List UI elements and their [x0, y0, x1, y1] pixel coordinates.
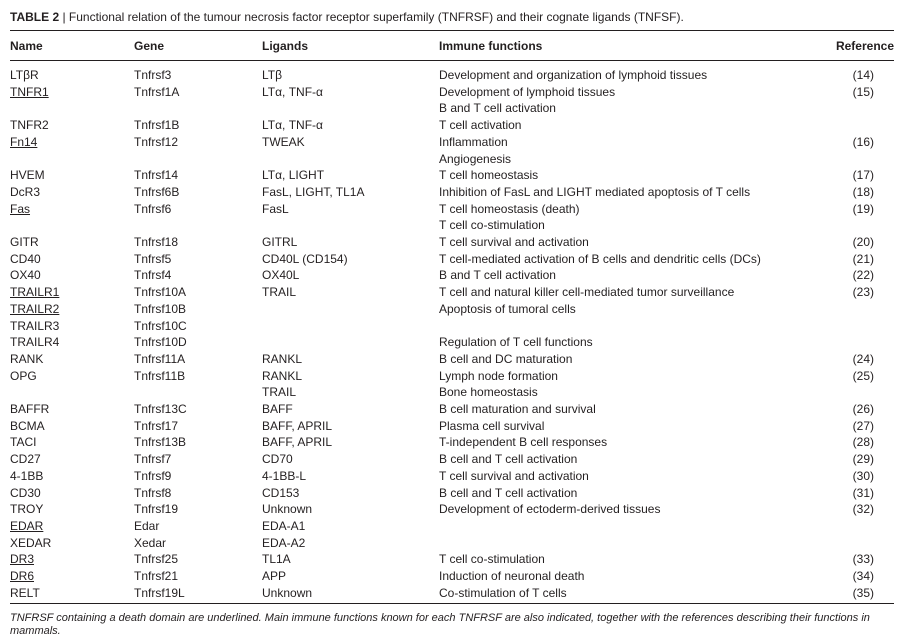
table-row	[0, 284, 900, 301]
cell-reference: (18)	[852, 184, 874, 199]
cell-reference: (22)	[852, 268, 874, 283]
cell-gene: Tnfrsf11A	[134, 351, 186, 366]
cell-gene: Tnfrsf19L	[134, 585, 185, 600]
table-row	[0, 518, 900, 535]
cell-gene: Tnfrsf9	[134, 468, 172, 483]
cell-functions: B and T cell activation	[439, 268, 556, 283]
cell-ligands: CD153	[262, 485, 300, 500]
table-row	[0, 551, 900, 568]
table-row	[0, 368, 900, 385]
cell-functions: Regulation of T cell functions	[439, 335, 593, 350]
cell-ligands: RANKL	[262, 368, 303, 383]
cell-name: 4-1BB	[10, 468, 44, 483]
cell-name: TRAILR1	[10, 285, 60, 300]
cell-name: BCMA	[10, 418, 45, 433]
cell-functions: T-independent B cell responses	[439, 435, 608, 450]
cell-name: TROY	[10, 502, 44, 517]
cell-reference: (15)	[852, 84, 874, 99]
cell-ligands: TRAIL	[262, 285, 297, 300]
cell-gene: Tnfrsf4	[134, 268, 172, 283]
header-name: Name	[10, 39, 43, 53]
table-row	[0, 501, 900, 518]
cell-gene: Tnfrsf10A	[134, 285, 187, 300]
cell-gene: Tnfrsf10B	[134, 301, 187, 316]
cell-ligands: EDA-A1	[262, 518, 306, 533]
cell-functions: B cell maturation and survival	[439, 402, 596, 416]
cell-name: BAFFR	[10, 402, 50, 416]
header-reference: Reference	[835, 39, 894, 53]
cell-reference: (34)	[852, 569, 874, 583]
cell-name: Fn14	[10, 134, 38, 149]
table-row	[0, 100, 900, 117]
cell-reference: (24)	[852, 351, 874, 366]
cell-ligands: BAFF	[262, 402, 293, 416]
cell-reference: (26)	[852, 402, 874, 416]
cell-ligands: BAFF, APRIL	[262, 435, 333, 450]
top-rule	[10, 30, 894, 31]
table-row	[0, 67, 900, 84]
cell-name: GITR	[10, 235, 39, 249]
cell-name: CD40	[10, 251, 41, 266]
cell-functions: B cell and T cell activation	[439, 485, 578, 500]
cell-gene: Tnfrsf8	[134, 485, 172, 500]
header-ligands: Ligands	[262, 39, 309, 53]
header-gene: Gene	[134, 39, 165, 53]
cell-ligands: EDA-A2	[262, 535, 306, 550]
cell-ligands: LTα, LIGHT	[262, 168, 325, 183]
cell-name: DR3	[10, 552, 35, 567]
table-row	[0, 418, 900, 435]
cell-gene: Xedar	[134, 535, 167, 550]
table-row	[0, 401, 900, 418]
cell-functions: Angiogenesis	[439, 151, 512, 166]
cell-ligands: CD70	[262, 452, 293, 467]
table-row	[0, 134, 900, 151]
cell-name: TRAILR3	[10, 318, 60, 333]
table-row	[0, 301, 900, 318]
cell-ligands: OX40L	[262, 268, 300, 283]
cell-gene: Tnfrsf18	[134, 235, 179, 249]
cell-reference: (32)	[852, 502, 874, 517]
cell-name: TRAILR4	[10, 335, 60, 350]
cell-ligands: FasL, LIGHT, TL1A	[262, 184, 365, 199]
cell-name: DcR3	[10, 184, 41, 199]
cell-functions: T cell survival and activation	[439, 235, 589, 249]
table-row	[0, 117, 900, 134]
cell-gene: Tnfrsf12	[134, 134, 179, 149]
cell-functions: Inflammation	[439, 134, 508, 149]
cell-functions: Lymph node formation	[439, 368, 558, 383]
cell-name: XEDAR	[10, 535, 52, 550]
table-row	[0, 217, 900, 234]
cell-name: TNFR1	[10, 84, 49, 99]
cell-gene: Tnfrsf3	[134, 68, 172, 82]
cell-functions: Development and organization of lymphoid tissues	[439, 68, 708, 82]
table-label: TABLE 2	[10, 10, 60, 24]
table-row	[0, 384, 900, 401]
cell-gene: Tnfrsf10D	[134, 335, 187, 350]
cell-gene: Tnfrsf13B	[134, 435, 187, 450]
cell-ligands: FasL	[262, 201, 289, 216]
table-row	[0, 334, 900, 351]
table-row	[0, 251, 900, 268]
cell-functions: T cell activation	[439, 118, 522, 133]
cell-name: EDAR	[10, 518, 44, 533]
cell-reference: (19)	[852, 201, 874, 216]
cell-name: Fas	[10, 201, 31, 216]
cell-gene: Tnfrsf11B	[134, 368, 186, 383]
table-caption	[10, 10, 684, 24]
cell-gene: Tnfrsf7	[134, 452, 172, 467]
cell-functions: B and T cell activation	[439, 101, 556, 116]
cell-functions: T cell co-stimulation	[439, 552, 545, 567]
cell-functions: Bone homeostasis	[439, 385, 538, 400]
cell-gene: Tnfrsf14	[134, 168, 179, 183]
cell-reference: (27)	[852, 418, 874, 433]
cell-gene: Tnfrsf5	[134, 251, 172, 266]
cell-gene: Tnfrsf19	[134, 502, 179, 517]
table-row	[0, 535, 900, 552]
cell-name: RANK	[10, 351, 44, 366]
table-row	[0, 167, 900, 184]
table-row	[0, 84, 900, 101]
table-caption-text: | Functional relation of the tumour necrosis factor receptor superfamily (TNFRSF) and their cognate ligands (TNFSF).	[62, 10, 684, 24]
cell-functions: T cell and natural killer cell-mediated tumor surveillance	[439, 285, 735, 300]
cell-name: LTβR	[10, 68, 39, 82]
cell-ligands: LTα, TNF-α	[262, 84, 323, 99]
header-rule	[10, 60, 894, 61]
table-row	[0, 151, 900, 168]
cell-ligands: APP	[262, 569, 287, 583]
cell-gene: Tnfrsf1A	[134, 84, 180, 99]
cell-reference: (25)	[852, 368, 874, 383]
cell-functions: T cell-mediated activation of B cells and dendritic cells (DCs)	[439, 251, 761, 266]
cell-reference: (14)	[852, 68, 874, 82]
cell-name: TNFR2	[10, 118, 49, 133]
cell-gene: Tnfrsf10C	[134, 318, 187, 333]
cell-name: OX40	[10, 268, 41, 283]
cell-ligands: LTβ	[262, 68, 283, 82]
table-row	[0, 184, 900, 201]
bottom-rule	[10, 603, 894, 604]
cell-functions: Induction of neuronal death	[439, 569, 585, 583]
cell-reference: (33)	[852, 552, 874, 567]
cell-ligands: BAFF, APRIL	[262, 418, 333, 433]
table-row	[0, 318, 900, 335]
cell-ligands: RANKL	[262, 351, 303, 366]
cell-ligands: LTα, TNF-α	[262, 118, 323, 133]
cell-name: HVEM	[10, 168, 45, 183]
table-row	[0, 234, 900, 251]
cell-name: CD30	[10, 485, 41, 500]
cell-functions: Inhibition of FasL and LIGHT mediated apoptosis of T cells	[439, 184, 751, 199]
cell-gene: Tnfrsf13C	[134, 402, 187, 416]
cell-name: RELT	[10, 585, 40, 600]
cell-functions: T cell homeostasis (death)	[439, 201, 580, 216]
cell-name: TACI	[10, 435, 37, 450]
cell-reference: (17)	[852, 168, 874, 183]
table-row	[0, 201, 900, 218]
cell-functions: T cell survival and activation	[439, 468, 589, 483]
cell-functions: B cell and DC maturation	[439, 351, 573, 366]
cell-ligands: TWEAK	[262, 134, 305, 149]
cell-name: CD27	[10, 452, 41, 467]
table-row	[0, 351, 900, 368]
cell-gene: Tnfrsf25	[134, 552, 179, 567]
cell-reference: (20)	[852, 235, 874, 249]
cell-functions: T cell homeostasis	[439, 168, 539, 183]
table-footnote: TNFRSF containing a death domain are underlined. Main immune functions known for each TNFRSF are also indicated, together with the references describing their functions in mammals.	[10, 612, 870, 637]
cell-reference: (29)	[852, 452, 874, 467]
table-row	[0, 485, 900, 502]
cell-functions: Development of lymphoid tissues	[439, 84, 616, 99]
cell-name: DR6	[10, 569, 35, 583]
cell-reference: (28)	[852, 435, 874, 450]
cell-gene: Tnfrsf21	[134, 569, 179, 583]
cell-ligands: Unknown	[262, 502, 313, 517]
cell-functions: Apoptosis of tumoral cells	[439, 301, 576, 316]
cell-ligands: CD40L (CD154)	[262, 251, 348, 266]
cell-gene: Tnfrsf6	[134, 201, 172, 216]
table-row	[0, 468, 900, 485]
cell-ligands: GITRL	[262, 235, 298, 249]
cell-reference: (16)	[852, 134, 874, 149]
cell-functions: B cell and T cell activation	[439, 452, 578, 467]
cell-reference: (35)	[852, 585, 874, 600]
table-row	[0, 568, 900, 585]
cell-functions: Development of ectoderm-derived tissues	[439, 502, 661, 517]
table-row	[0, 267, 900, 284]
table-row	[0, 434, 900, 451]
cell-reference: (21)	[852, 251, 874, 266]
cell-gene: Edar	[134, 518, 160, 533]
cell-reference: (31)	[852, 485, 874, 500]
table-row	[0, 585, 900, 602]
cell-functions: Co-stimulation of T cells	[439, 585, 567, 600]
cell-reference: (23)	[852, 285, 874, 300]
cell-functions: T cell co-stimulation	[439, 218, 545, 233]
cell-ligands: 4-1BB-L	[262, 468, 307, 483]
header-functions: Immune functions	[439, 39, 543, 53]
cell-reference: (30)	[852, 468, 874, 483]
cell-gene: Tnfrsf17	[134, 418, 179, 433]
cell-ligands: Unknown	[262, 585, 313, 600]
cell-gene: Tnfrsf6B	[134, 184, 180, 199]
cell-ligands: TRAIL	[262, 385, 297, 400]
cell-name: TRAILR2	[10, 301, 60, 316]
cell-functions: Plasma cell survival	[439, 418, 545, 433]
cell-ligands: TL1A	[262, 552, 291, 567]
table-row	[0, 451, 900, 468]
cell-name: OPG	[10, 368, 37, 383]
cell-gene: Tnfrsf1B	[134, 118, 180, 133]
